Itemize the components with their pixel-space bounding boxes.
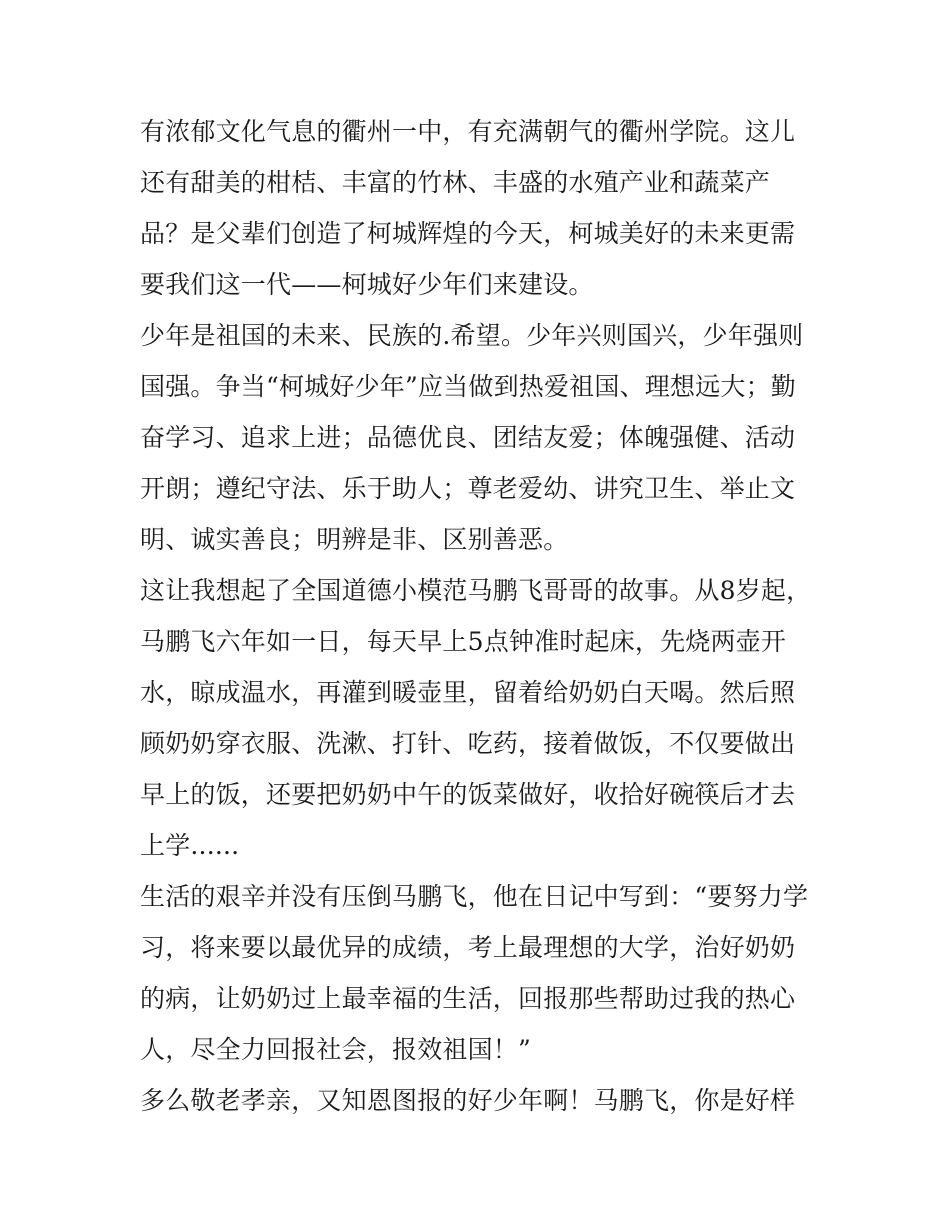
paragraph-2: 少年是祖国的未来、民族的.希望。少年兴则国兴，少年强则国强。争当“柯城好少年”应当做到热爱祖国、理想远大；勤奋学习、追求上进；品德优良、团结友爱；体魄强健、活动开朗；遵纪守法、乐于助人；尊老爱幼、讲究卫生、举止文明、诚实善良；明辨是非、区别善恶。 — [140, 321, 804, 554]
document-body — [140, 106, 812, 1126]
paragraph-5: 多么敬老孝亲，又知恩图报的好少年啊！马鹏飞，你是好样 — [140, 1086, 796, 1115]
paragraph-1: 有浓郁文化气息的衢州一中，有充满朝气的衢州学院。这儿还有甜美的柑桔、丰富的竹林、丰盛的水殖产业和蔬菜产品？是父辈们创造了柯城辉煌的今天，柯城美好的未来更需要我们这一代——柯城好少年们来建设。 — [140, 117, 796, 299]
paragraph-4: 生活的艰辛并没有压倒马鹏飞，他在日记中写到：“要努力学习，将来要以最优异的成绩，考上最理想的大学，治好奶奶的病，让奶奶过上最幸福的生活，回报那些帮助过我的热心人，尽全力回报社会，报效祖国！” — [140, 882, 809, 1064]
paragraph-3: 这让我想起了全国道德小模范马鹏飞哥哥的故事。从8岁起，马鹏飞六年如一日，每天早上5点钟准时起床，先烧两壶开水，晾成温水，再灌到暖壶里，留着给奶奶白天喝。然后照顾奶奶穿衣服、洗漱、打针、吃药，接着做饭，不仅要做出早上的饭，还要把奶奶中午的饭菜做好，收拾好碗筷后才去上学...... — [140, 576, 812, 860]
